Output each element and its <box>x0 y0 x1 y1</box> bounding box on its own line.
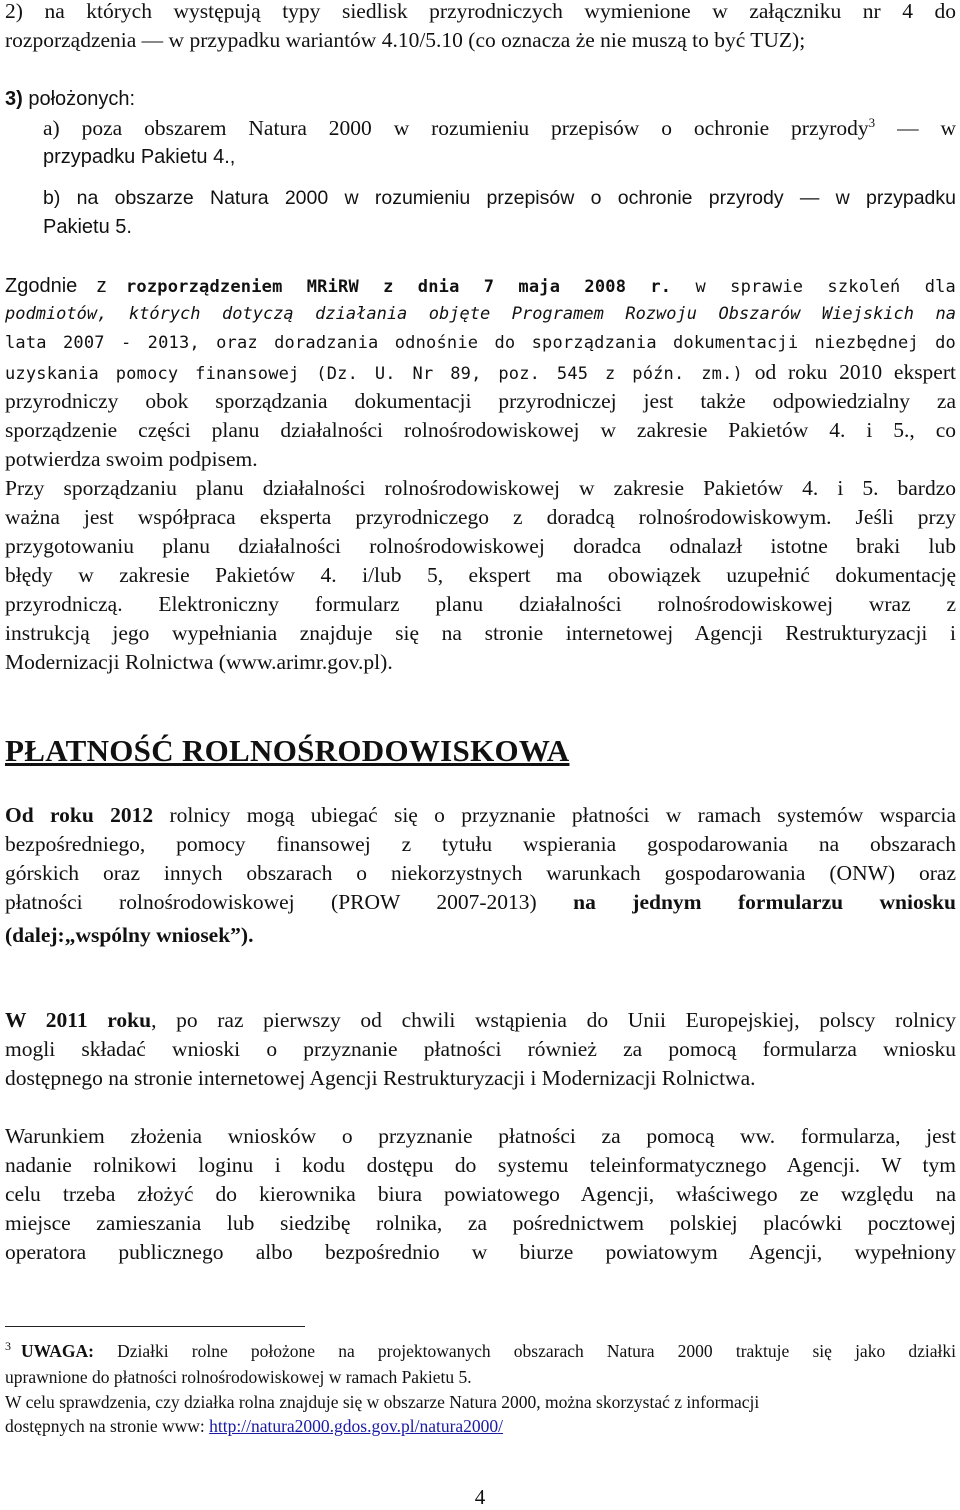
regulation-line-9: ważna jest współpraca eksperta przyrodniczego z doradcą rolnośrodowiskowym. Jeśli przy <box>5 505 956 529</box>
regulation-line-11: błędy w zakresie Pakietów 4. i/lub 5, ekspert ma obowiązek uzupełnić dokumentację <box>5 563 956 587</box>
footnote-line-4: dostępnych na stronie www: http://natura2000.gdos.gov.pl/natura2000/ <box>5 1416 504 1436</box>
p2012-line-1: Od roku 2012 rolnicy mogą ubiegać się o przyznanie płatności w ramach systemów wsparcia <box>5 803 956 827</box>
sublist-item-a-cont: przypadku Pakietu 4., <box>43 146 236 168</box>
regulation-line-14: Modernizacji Rolnictwa (www.arimr.gov.pl). <box>5 650 393 674</box>
footnote-line-3: W celu sprawdzenia, czy działka rolna znajduje się w obszarze Natura 2000, można skorzystać z informacji <box>5 1392 760 1412</box>
pcond-line-4: miejsce zamieszania lub siedzibę rolnika, za pośrednictwem polskiej placówki pocztowej <box>5 1211 956 1235</box>
p2011-line-2: mogli składać wnioski o przyznanie płatności również za pomocą formularza wniosku <box>5 1037 956 1061</box>
p2012-line-2: bezpośredniego, pomocy finansowej z tytułu wspierania gospodarowania na obszarach <box>5 832 956 856</box>
regulation-line-2: podmiotów, których dotyczą działania objęte Programem Rozwoju Obszarów Wiejskich na <box>5 304 956 324</box>
list-item-2-cont: rozporządzenia — w przypadku wariantów 4.10/5.10 (co oznacza że nie muszą to być TUZ); <box>5 28 806 52</box>
section-heading: PŁATNOŚĆ ROLNOŚRODOWISKOWA <box>5 733 570 768</box>
regulation-line-3: lata 2007 - 2013, oraz doradzania odnośnie do sporządzania dokumentacji niezbędnej do <box>5 333 956 353</box>
pcond-line-1: Warunkiem złożenia wniosków o przyznanie płatności za pomocą ww. formularza, jest <box>5 1124 956 1148</box>
pcond-line-3: celu trzeba złożyć do kierownika biura powiatowego Agencji, właściwego ze względu na <box>5 1182 956 1206</box>
regulation-line-12: przyrodniczą. Elektroniczny formularz planu działalności rolnośrodowiskowej wraz z <box>5 592 956 616</box>
regulation-line-1: Zgodnie z rozporządzeniem MRiRW z dnia 7 maja 2008 r. w sprawie szkoleń dla <box>5 275 956 297</box>
footnote-number: 3 <box>5 1339 11 1354</box>
regulation-line-8: Przy sporządzaniu planu działalności rolnośrodowiskowej w zakresie Pakietów 4. i 5. bardzo <box>5 476 956 500</box>
sublist-item-b: b) na obszarze Natura 2000 w rozumieniu przepisów o ochronie przyrody — w przypadku <box>43 187 956 209</box>
regulation-line-13: instrukcją jego wypełniania znajduje się na stronie internetowej Agencji Restrukturyzacji i <box>5 621 956 645</box>
natura2000-link[interactable]: http://natura2000.gdos.gov.pl/natura2000/ <box>209 1416 504 1436</box>
sublist-item-b-cont: Pakietu 5. <box>43 216 132 238</box>
p2012-line-5: (dalej:„wspólny wniosek”). <box>5 923 254 947</box>
p2011-line-1: W 2011 roku, po raz pierwszy od chwili wstąpienia do Unii Europejskiej, polscy rolnicy <box>5 1008 956 1032</box>
page-number: 4 <box>474 1485 486 1509</box>
regulation-line-4: uzyskania pomocy finansowej (Dz. U. Nr 89, poz. 545 z późn. zm.) od roku 2010 ekspert <box>5 360 956 384</box>
list-item-3-number: 3) <box>5 88 23 110</box>
p2011-line-3: dostępnego na stronie internetowej Agencji Restrukturyzacji i Modernizacji Rolnictwa. <box>5 1066 756 1090</box>
p2012-line-4: płatności rolnośrodowiskowej (PROW 2007-2013) na jednym formularzu wniosku <box>5 890 956 914</box>
regulation-line-6: sporządzenie części planu działalności rolnośrodowiskowej w zakresie Pakietów 4. i 5., co <box>5 418 956 442</box>
list-item-2: 2) na których występują typy siedlisk przyrodniczych wymienione w załączniku nr 4 do <box>5 0 956 23</box>
pcond-line-5: operatora publicznego albo bezpośrednio w biurze powiatowym Agencji, wypełniony <box>5 1240 956 1264</box>
footnote-separator <box>5 1326 305 1327</box>
list-item-3: 3) położonych: <box>5 88 136 110</box>
regulation-line-5: przyrodniczy obok sporządzania dokumentacji przyrodniczej jest także odpowiedzialny za <box>5 389 956 413</box>
regulation-line-10: przygotowaniu planu działalności rolnośrodowiskowej doradca odnalazł istotne braki lub <box>5 534 956 558</box>
sublist-item-a: a) poza obszarem Natura 2000 w rozumieniu przepisów o ochronie przyrody$^3$ — w <box>43 114 957 140</box>
footnote-line-2: uprawnione do płatności rolnośrodowiskowej w ramach Pakietu 5. <box>5 1367 472 1387</box>
regulation-line-7: potwierdza swoim podpisem. <box>5 447 258 471</box>
pcond-line-2: nadanie rolnikowi loginu i kodu dostępu do systemu teleinformatycznego Agencji. W tym <box>5 1153 956 1177</box>
footnote-ref: 3 <box>868 114 876 130</box>
p2012-line-3: górskich oraz innych obszarach o niekorzystnych warunkach gospodarowania (ONW) oraz <box>5 861 956 885</box>
footnote-line-1: $^3$ UWAGA: Działki rolne położone na projektowanych obszarach Natura 2000 traktuje się jako działki <box>5 1339 956 1361</box>
